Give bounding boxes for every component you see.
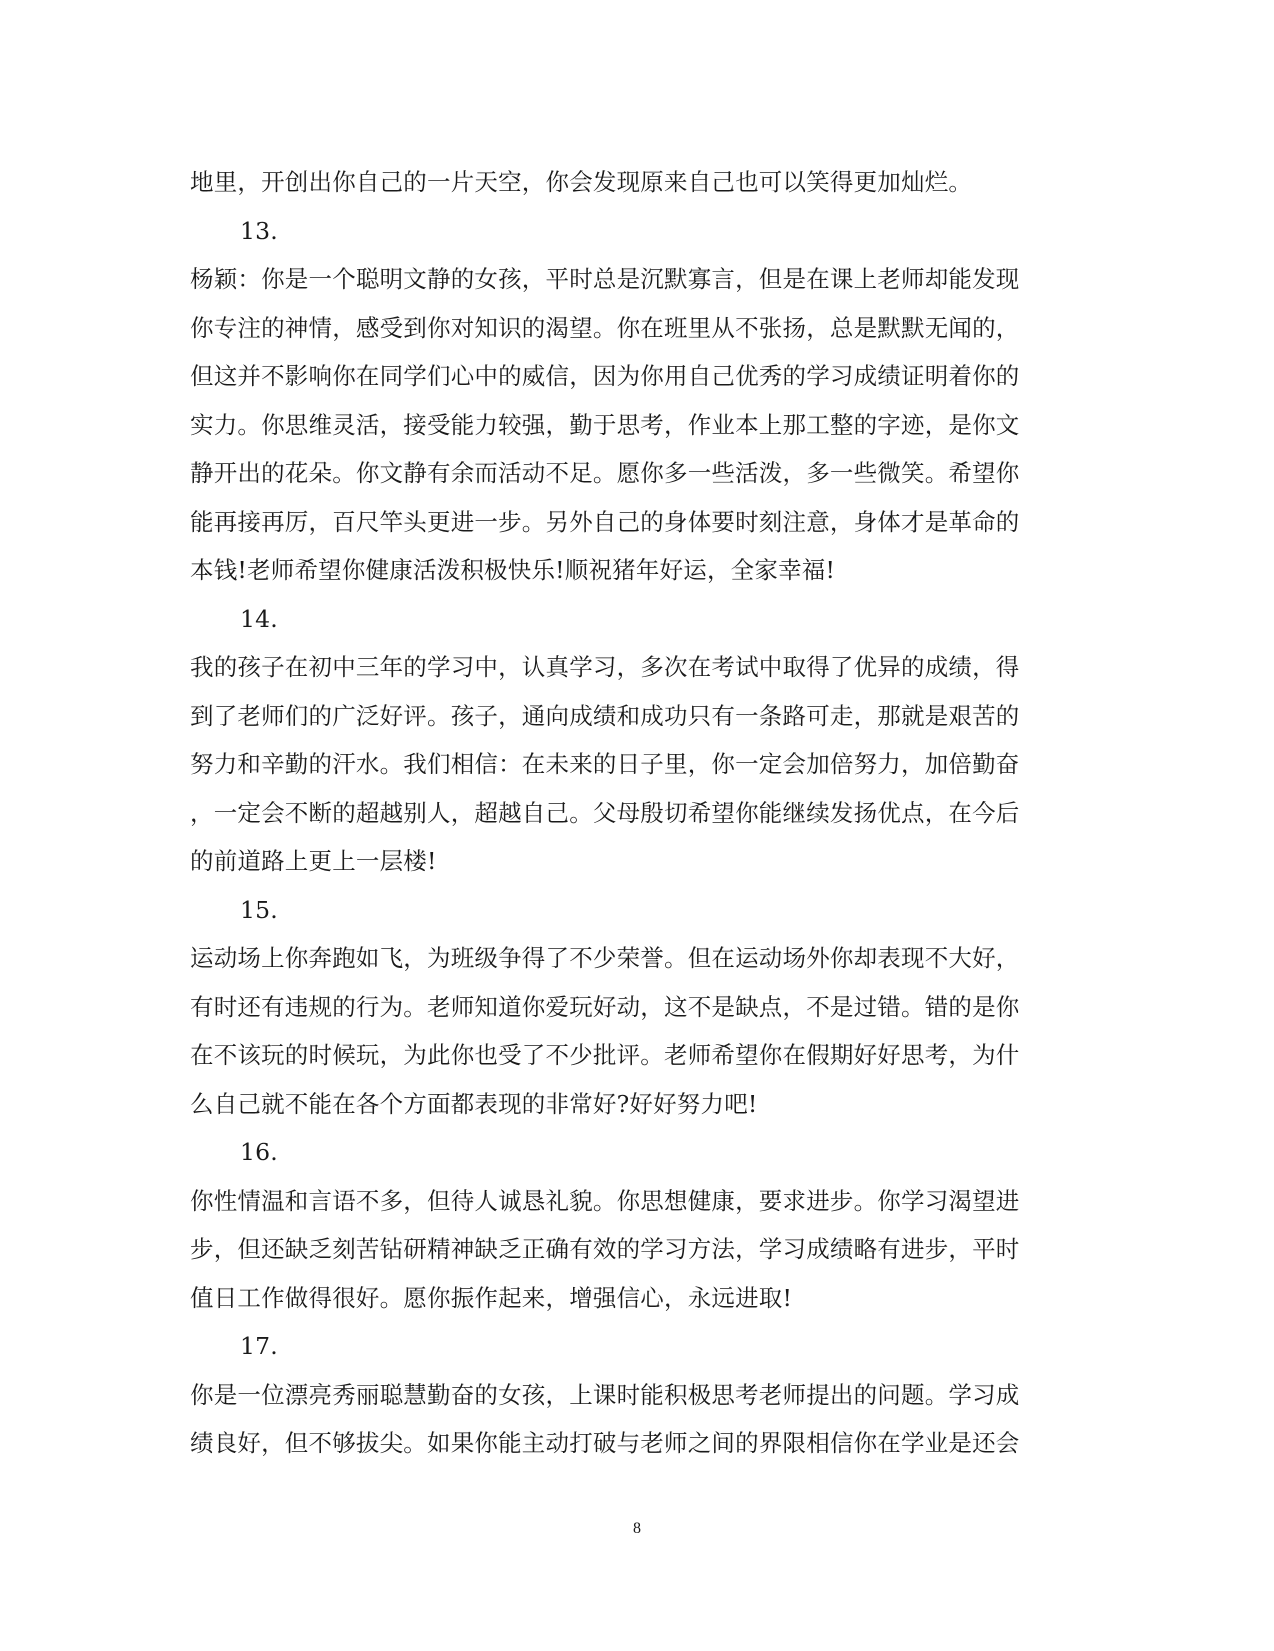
text-line: 运动场上你奔跑如飞，为班级争得了不少荣誉。但在运动场外你却表现不大好， bbox=[190, 944, 1020, 972]
text-line: 值日工作做得很好。愿你振作起来，增强信心，永远进取! bbox=[190, 1283, 793, 1312]
text-line: 杨颖：你是一个聪明文静的女孩，平时总是沉默寡言，但是在课上老师却能发现 bbox=[190, 265, 1020, 293]
text-line: 但这并不影响你在同学们心中的威信，因为你用自己优秀的学习成绩证明着你的 bbox=[190, 362, 1020, 390]
document-body bbox=[190, 158, 1070, 1468]
text-line: 绩良好，但不够拔尖。如果你能主动打破与老师之间的界限相信你在学业是还会 bbox=[190, 1429, 1020, 1457]
text-line: 我的孩子在初中三年的学习中，认真学习，多次在考试中取得了优异的成绩，得 bbox=[190, 653, 1020, 681]
item-number: 16. bbox=[240, 1138, 278, 1166]
text-line: 你性情温和言语不多，但待人诚恳礼貌。你思想健康，要求进步。你学习渴望进 bbox=[190, 1186, 1020, 1215]
text-line: 么自己就不能在各个方面都表现的非常好?好好努力吧! bbox=[190, 1089, 758, 1118]
page-number: 8 bbox=[633, 1520, 641, 1537]
text-line: ，一定会不断的超越别人，超越自己。父母殷切希望你能继续发扬优点，在今后 bbox=[190, 798, 1020, 827]
item-number: 13. bbox=[240, 216, 278, 245]
text-line: 步，但还缺乏刻苦钻研精神缺乏正确有效的学习方法，学习成绩略有进步，平时 bbox=[190, 1235, 1020, 1263]
text-line: 在不该玩的时候玩，为此你也受了不少批评。老师希望你在假期好好思考，为什 bbox=[190, 1041, 1020, 1069]
text-line: 静开出的花朵。你文静有余而活动不足。愿你多一些活泼，多一些微笑。希望你 bbox=[190, 459, 1020, 487]
text-line: 能再接再厉，百尺竿头更进一步。另外自己的身体要时刻注意，身体才是革命的 bbox=[190, 507, 1020, 536]
text-line: 有时还有违规的行为。老师知道你爱玩好动，这不是缺点，不是过错。错的是你 bbox=[190, 992, 1020, 1021]
item-number: 14. bbox=[240, 604, 278, 633]
text-line: 本钱!老师希望你健康活泼积极快乐!顺祝猪年好运，全家幸福! bbox=[190, 556, 836, 584]
item-number: 17. bbox=[240, 1332, 278, 1360]
text-line: 你是一位漂亮秀丽聪慧勤奋的女孩，上课时能积极思考老师提出的问题。学习成 bbox=[190, 1380, 1020, 1409]
text-line: 到了老师们的广泛好评。孩子，通向成绩和成功只有一条路可走，那就是艰苦的 bbox=[190, 701, 1020, 730]
text-line: 实力。你思维灵活，接受能力较强，勤于思考，作业本上那工整的字迹，是你文 bbox=[190, 410, 1020, 439]
text-line: 努力和辛勤的汗水。我们相信：在未来的日子里，你一定会加倍努力，加倍勤奋 bbox=[190, 750, 1020, 778]
item-number: 15. bbox=[240, 895, 278, 924]
text-line: 地里，开创出你自己的一片天空，你会发现原来自己也可以笑得更加灿烂。 bbox=[190, 168, 973, 196]
text-line: 你专注的神情，感受到你对知识的渴望。你在班里从不张扬，总是默默无闻的， bbox=[190, 313, 1020, 342]
text-line: 的前道路上更上一层楼! bbox=[190, 847, 437, 875]
